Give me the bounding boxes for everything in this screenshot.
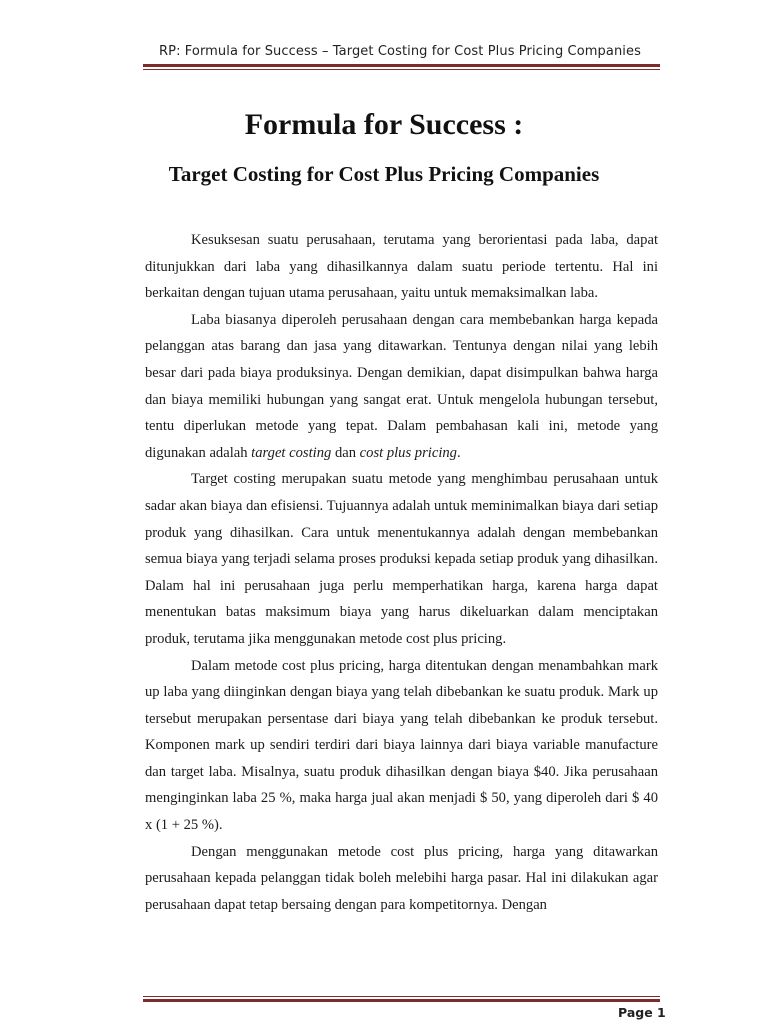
footer-rule [143, 996, 660, 1002]
paragraph-1: Kesuksesan suatu perusahaan, terutama yang berorientasi pada laba, dapat ditunjukkan dari laba yang dihasilkannya dalam suatu periode tertentu. Hal ini berkaitan dengan tujuan utama perusahaan, yaitu untuk memaksimalkan laba. [145, 232, 658, 302]
paragraph-2 [145, 307, 658, 467]
paragraph-2-connector: dan [331, 444, 360, 461]
document-body [145, 227, 658, 918]
page-number: Page 1 [618, 1005, 666, 1020]
term-cost-plus-pricing: cost plus pricing [359, 444, 457, 461]
document-subtitle: Target Costing for Cost Plus Pricing Companies [168, 162, 600, 186]
header-rule [143, 64, 660, 70]
paragraph-5: Dengan menggunakan metode cost plus pricing, harga yang ditawarkan perusahaan kepada pelanggan tidak boleh melebihi harga pasar. Hal ini dilakukan agar perusahaan dapat tetap bersaing dengan para kompetitornya. Dengan [145, 843, 658, 913]
document-title: Formula for Success : [244, 108, 524, 141]
paragraph-3: Target costing merupakan suatu metode yang menghimbau perusahaan untuk sadar akan biaya dan efisiensi. Tujuannya adalah untuk meminimalkan biaya dari setiap produk yang dihasilkan. Cara untuk menentukannya adalah dengan membebankan semua biaya yang terjadi selama proses produksi kepada setiap produk yang dihasilkan. Dalam hal ini perusahaan juga perlu memperhatikan harga, karena harga dapat menentukan batas maksimum biaya yang harus dikeluarkan dalam menciptakan produk, terutama jika menggunakan metode cost plus pricing. [145, 471, 658, 647]
paragraph-2-end: . [456, 444, 461, 461]
running-header: RP: Formula for Success – Target Costing for Cost Plus Pricing Companies [159, 44, 641, 59]
paragraph-2-text: Laba biasanya diperoleh perusahaan dengan cara membebankan harga kepada pelanggan atas barang dan jasa yang ditawarkan. Tentunya dengan nilai yang lebih besar dari pada biaya produksinya. Dengan demikian, dapat disimpulkan bahwa harga dan biaya memiliki hubungan yang sangat erat. Untuk mengelola hubungan tersebut, tentu diperlukan metode yang tepat. Dalam pembahasan kali ini, metode yang digunakan adalah [145, 311, 658, 461]
paragraph-4: Dalam metode cost plus pricing, harga ditentukan dengan menambahkan mark up laba yang diinginkan dengan biaya yang telah dibebankan ke suatu produk. Mark up tersebut merupakan persentase dari biaya yang telah dibebankan ke produk tersebut. Komponen mark up sendiri terdiri dari biaya lainnya dari biaya variable manufacture dan target laba. Misalnya, suatu produk dihasilkan dengan biaya $40. Jika perusahaan menginginkan laba 25 %, maka harga jual akan menjadi $ 50, yang diperoleh dari $ 40 x (1 + 25 %). [145, 657, 658, 834]
term-target-costing: target costing [251, 444, 332, 461]
